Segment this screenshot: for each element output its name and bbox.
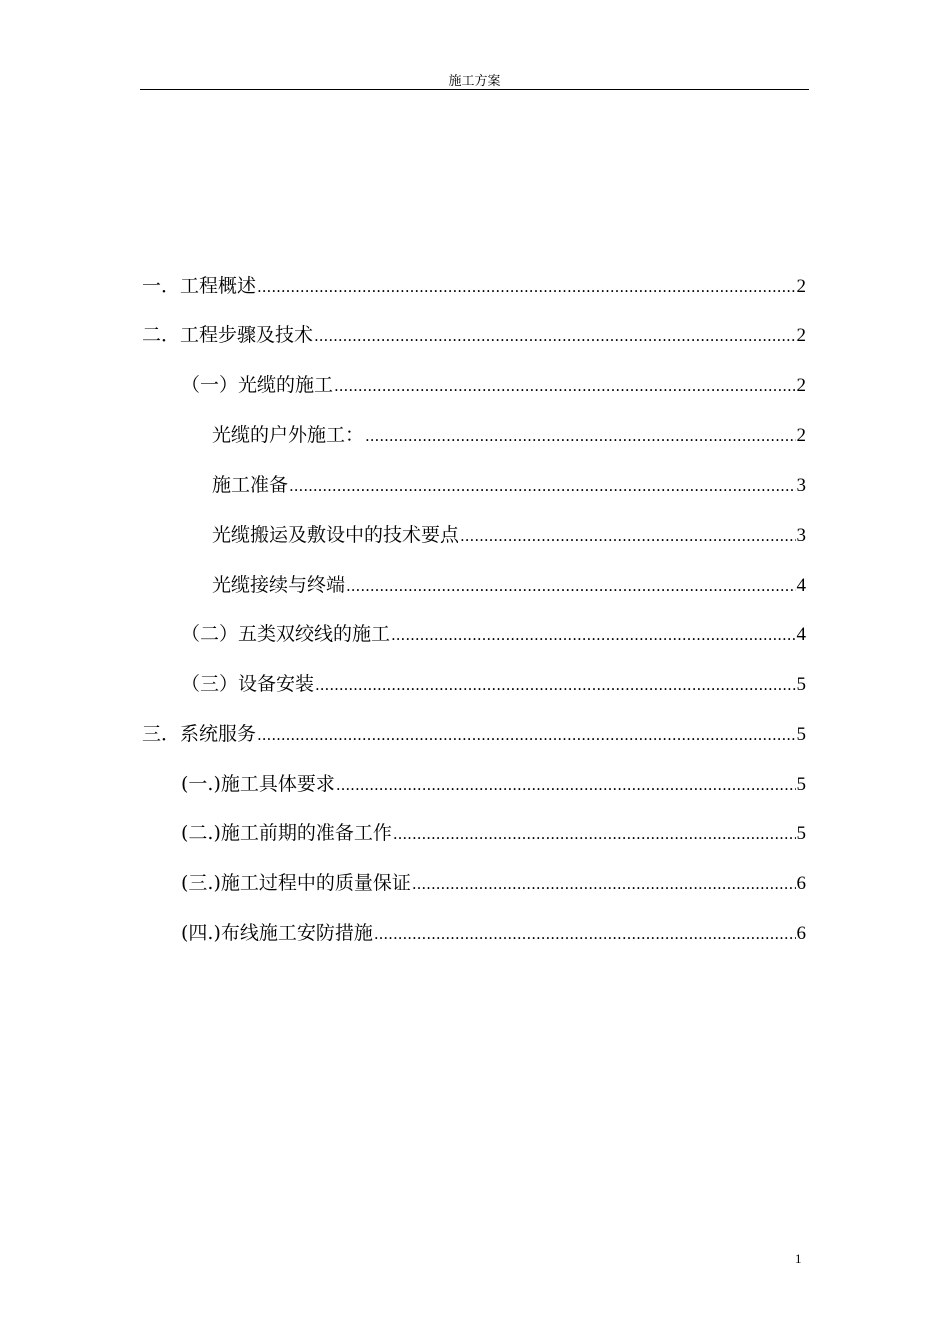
toc-entry[interactable]: [142, 322, 806, 348]
toc-entry[interactable]: [212, 522, 806, 548]
toc-entry-text: （一）光缆的施工: [181, 374, 334, 396]
toc-leader-dots: [257, 274, 795, 300]
toc-entry-page: 4: [796, 575, 806, 596]
toc-entry-text: 光缆搬运及敷设中的技术要点: [212, 524, 460, 546]
toc-entry-page: 5: [796, 823, 806, 844]
toc-entry[interactable]: [181, 920, 806, 946]
toc-entry-page: 6: [796, 873, 806, 894]
toc-entry-text: （三）设备安装: [181, 673, 315, 695]
toc-entry-text: 施工准备: [212, 474, 289, 496]
toc-leader-dots: [334, 373, 795, 399]
toc-entry-text: (一.)施工具体要求: [181, 773, 335, 795]
toc-leader-dots: [314, 323, 795, 349]
toc-leader-dots: [393, 821, 796, 847]
toc-leader-dots: [412, 871, 796, 897]
toc-entry-text: (三.)施工过程中的质量保证: [181, 872, 411, 894]
toc-entry[interactable]: [181, 870, 806, 896]
toc-leader-dots: [336, 772, 796, 798]
toc-entry-page: 3: [796, 475, 806, 496]
toc-entry-page: 5: [796, 674, 806, 695]
page-number: 1: [795, 1251, 802, 1266]
toc-entry-text: （二）五类双绞线的施工: [181, 623, 391, 645]
toc-entry[interactable]: [212, 572, 806, 598]
toc-entry-page: 2: [796, 375, 806, 396]
toc-entry[interactable]: [212, 422, 806, 448]
toc-entry[interactable]: [142, 721, 806, 747]
toc-entry-text: 二．工程步骤及技术: [142, 324, 314, 346]
toc-leader-dots: [391, 622, 795, 648]
toc-entry-text: (四.)布线施工安防措施: [181, 922, 373, 944]
toc-entry[interactable]: [181, 671, 806, 697]
toc-entry[interactable]: [142, 273, 806, 299]
toc-entry[interactable]: [212, 472, 806, 498]
toc-entry-page: 4: [796, 624, 806, 645]
toc-entry[interactable]: [181, 372, 806, 398]
toc-leader-dots: [460, 523, 795, 549]
toc-entry-page: 2: [796, 276, 806, 297]
toc-entry-page: 3: [796, 525, 806, 546]
toc-leader-dots: [315, 672, 795, 698]
toc-entry-text: (二.)施工前期的准备工作: [181, 822, 392, 844]
toc-entry-text: 光缆接续与终端: [212, 574, 346, 596]
toc-entry[interactable]: [181, 771, 806, 797]
toc-leader-dots: [365, 423, 795, 449]
toc-entry-page: 2: [796, 425, 806, 446]
toc-entry-page: 2: [796, 325, 806, 346]
toc-entry-text: 光缆的户外施工：: [212, 424, 365, 446]
toc-leader-dots: [374, 921, 796, 947]
toc-entry-text: 三．系统服务: [142, 723, 257, 745]
toc-entry-page: 5: [796, 724, 806, 745]
toc-entry[interactable]: [181, 621, 806, 647]
toc-entry-page: 6: [796, 923, 806, 944]
toc-entry-page: 5: [796, 774, 806, 795]
toc-leader-dots: [346, 573, 795, 599]
toc-entry-text: 一．工程概述: [142, 275, 257, 297]
toc-leader-dots: [257, 722, 795, 748]
toc-leader-dots: [289, 473, 795, 499]
header-title: 施工方案: [448, 74, 501, 89]
toc-entry[interactable]: [181, 820, 806, 846]
